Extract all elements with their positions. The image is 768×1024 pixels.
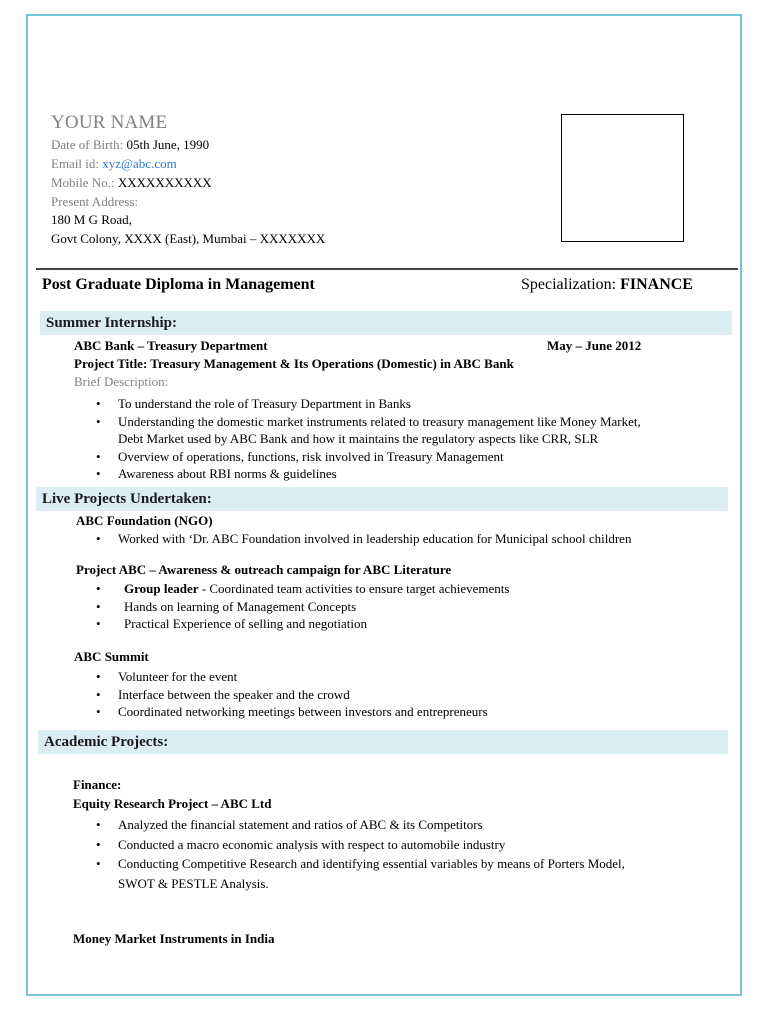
mobile-label: Mobile No.: (51, 175, 115, 190)
list-item-text: Practical Experience of selling and negotiation (124, 616, 367, 631)
list-item (96, 580, 509, 598)
internship-org: ABC Bank – Treasury Department (74, 338, 268, 353)
dob-value: 05th June, 1990 (126, 137, 210, 152)
list-item (96, 854, 625, 893)
mobile-line (51, 174, 212, 192)
group-leader-label: Group leader (124, 581, 199, 596)
specialization (521, 276, 693, 294)
section-summer-internship: Summer Internship: (40, 311, 732, 335)
live-project-1-title: ABC Foundation (NGO) (76, 513, 213, 528)
email-link[interactable]: xyz@abc.com (102, 156, 177, 171)
degree-title: Post Graduate Diploma in Management (42, 276, 315, 293)
mobile-value: XXXXXXXXXX (117, 175, 212, 190)
dob-line (51, 136, 209, 154)
list-item: • Worked with ‘Dr. ABC Foundation involved in leadership education for Municipal school children (96, 530, 631, 548)
academic-project-2-title: Money Market Instruments in India (73, 931, 275, 946)
list-item: • Overview of operations, functions, risk involved in Treasury Management (96, 448, 641, 466)
academic-subheading: Finance: (73, 777, 122, 792)
internship-bullets (96, 395, 641, 483)
list-item-text: Understanding the domestic market instruments related to treasury management like Money Market, (118, 413, 641, 429)
dob-label: Date of Birth: (51, 137, 124, 152)
list-item: • Conducted a macro economic analysis with respect to automobile industry (96, 835, 625, 855)
internship-project-title: Project Title: Treasury Management & Its Operations (Domestic) in ABC Bank (74, 356, 514, 371)
live-project-3-bullets (96, 668, 488, 721)
list-item: • Volunteer for the event (96, 668, 488, 686)
list-item-text: Conducting Competitive Research and identifying essential variables by means of Porters Model, (118, 856, 625, 871)
list-item-text: Hands on learning of Management Concepts (124, 598, 357, 614)
specialization-value: FINANCE (620, 276, 693, 293)
list-item-text: Debt Market used by ABC Bank and how it maintains the regulatory aspects like CRR, SLR (118, 431, 599, 446)
list-item-text: SWOT & PESTLE Analysis. (118, 875, 269, 891)
list-item (96, 413, 641, 448)
live-project-2-title: Project ABC – Awareness & outreach campaign for ABC Literature (76, 562, 452, 577)
section-academic-projects: Academic Projects: (38, 730, 728, 754)
academic-project-1-bullets (96, 815, 625, 893)
list-item (96, 598, 509, 616)
list-item: • Interface between the speaker and the crowd (96, 686, 488, 704)
header-divider (36, 268, 738, 270)
list-item: • Awareness about RBI norms & guidelines (96, 465, 641, 483)
address-label: Present Address: (51, 194, 139, 209)
list-item: • Coordinated networking meetings between investors and entrepreneurs (96, 703, 488, 721)
brief-description-label: Brief Description: (74, 374, 169, 389)
address-line-1: 180 M G Road, (51, 212, 132, 227)
email-label: Email id: (51, 156, 100, 171)
list-item: • Analyzed the financial statement and ratios of ABC & its Competitors (96, 815, 625, 835)
email-line (51, 155, 177, 173)
live-project-3-title: ABC Summit (74, 649, 149, 664)
list-item-text: - Coordinated team activities to ensure target achievements (198, 581, 510, 596)
photo-placeholder (561, 114, 684, 242)
live-project-1-bullets (96, 530, 631, 548)
academic-project-1-title: Equity Research Project – ABC Ltd (73, 796, 272, 811)
specialization-label: Specialization: (521, 276, 617, 293)
internship-dates: May – June 2012 (547, 338, 642, 353)
section-live-projects: Live Projects Undertaken: (36, 487, 728, 511)
live-project-2-bullets (96, 580, 509, 633)
candidate-name: YOUR NAME (51, 112, 168, 133)
list-item: • To understand the role of Treasury Department in Banks (96, 395, 641, 413)
list-item (96, 615, 509, 633)
address-line-2: Govt Colony, XXXX (East), Mumbai – XXXXXXX (51, 231, 326, 246)
